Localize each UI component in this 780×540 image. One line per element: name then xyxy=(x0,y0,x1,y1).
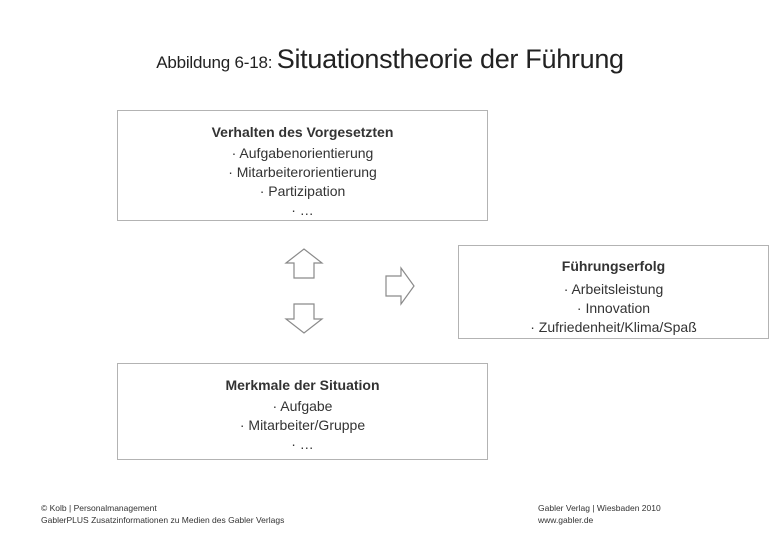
list-item: · Innovation xyxy=(576,300,651,316)
footer-url: www.gabler.de xyxy=(538,515,594,525)
list-item: · Aufgabenorientierung xyxy=(231,145,374,161)
situation-features-heading: Merkmale der Situation xyxy=(225,377,380,393)
footer-left xyxy=(41,502,284,526)
list-item: · Arbeitsleistung xyxy=(563,281,664,297)
list-item: · Zufriedenheit/Klima/Spaß xyxy=(530,319,697,335)
list-item: · … xyxy=(291,436,314,452)
footer-copyright: © Kolb | Personalmanagement xyxy=(41,503,157,513)
up-arrow-icon xyxy=(284,248,324,280)
list-item: · Aufgabe xyxy=(272,398,333,414)
footer-right xyxy=(538,502,661,526)
footer-publisher: Gabler Verlag | Wiesbaden 2010 xyxy=(538,503,661,513)
supervisor-behavior-heading: Verhalten des Vorgesetzten xyxy=(211,124,394,140)
list-item: · … xyxy=(291,202,314,218)
list-item: · Mitarbeiter/Gruppe xyxy=(239,417,366,433)
down-arrow-icon xyxy=(284,302,324,334)
page-title xyxy=(0,44,780,75)
list-item: · Partizipation xyxy=(259,183,346,199)
figure-number: Abbildung 6-18: xyxy=(156,53,273,72)
footer-source: GablerPLUS Zusatzinformationen zu Medien des Gabler Verlags xyxy=(41,515,285,525)
list-item: · Mitarbeiterorientierung xyxy=(228,164,377,180)
supervisor-behavior-box xyxy=(117,110,488,221)
figure-title: Situationstheorie der Führung xyxy=(276,44,624,74)
leadership-success-heading: Führungserfolg xyxy=(561,258,666,274)
right-arrow-icon xyxy=(384,266,416,306)
situation-features-box xyxy=(117,363,488,460)
leadership-success-box xyxy=(458,245,769,339)
